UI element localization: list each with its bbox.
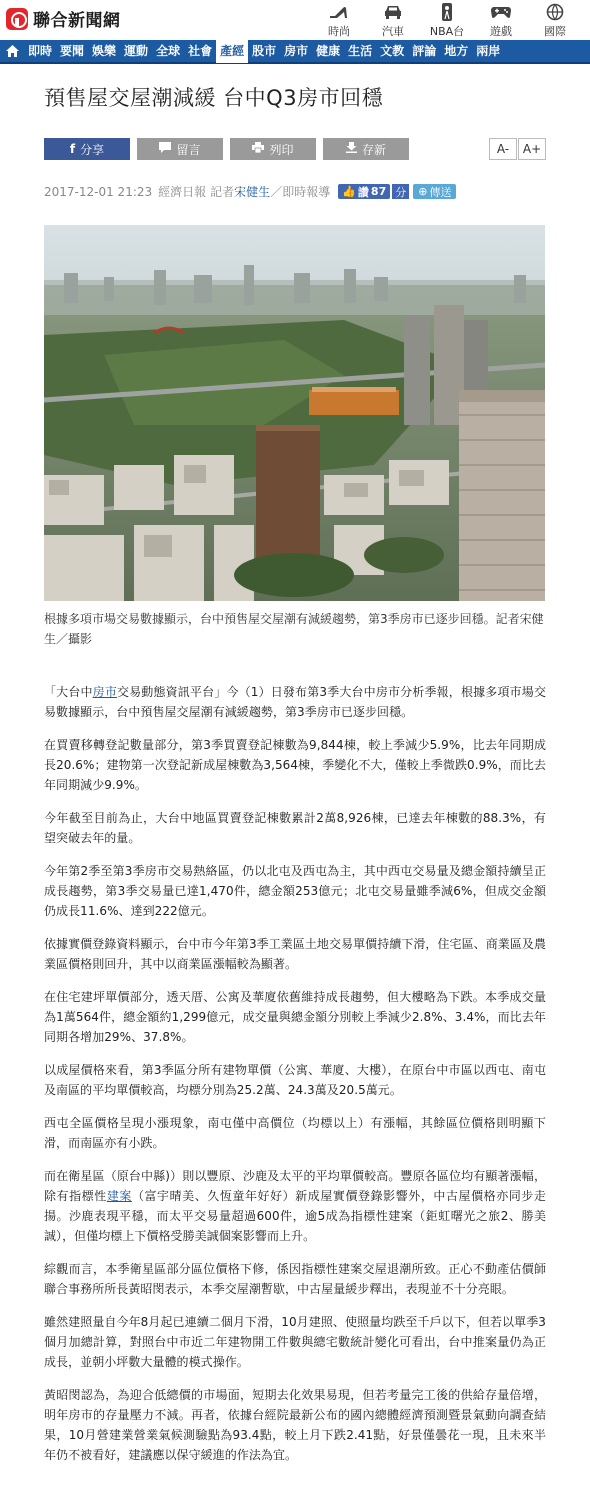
article-title: 預售屋交屋潮減緩 台中Q3房市回穩 <box>44 86 384 110</box>
site-name: 聯合新聞網 <box>33 11 121 31</box>
save-label: 存新 <box>361 142 386 157</box>
comment-icon <box>159 142 171 156</box>
thumbs-up-icon: 👍 <box>342 185 356 198</box>
nav-item-instant[interactable]: 即時 <box>28 44 53 58</box>
photo-caption: 根據多項市場交易數據顯示，台中預售屋交屋潮有減緩趨勢，第3季房市已逐步回穩。記者宋健生／攝影 <box>44 612 544 646</box>
nav-item-opinion[interactable]: 評論 <box>412 44 437 58</box>
nav-item-health[interactable]: 健康 <box>316 44 341 58</box>
reporter-link[interactable]: 宋健生 <box>234 185 271 199</box>
site-logo[interactable] <box>6 6 121 31</box>
comment-button[interactable] <box>137 138 223 160</box>
channel-label: 汽車 <box>382 25 404 38</box>
news-source: 經濟日報 <box>158 185 207 199</box>
channel-label: NBA台 <box>429 25 465 38</box>
article-paragraph: 依據實價登錄資料顯示，台中市今年第3季工業區土地交易單價持續下滑，住宅區、商業區及農業區價格則回升，其中以商業區漲幅較為顯著。 <box>44 937 546 971</box>
nav-item-sports[interactable]: 運動 <box>124 44 149 58</box>
comment-label: 留言 <box>176 142 201 157</box>
like-count: 87 <box>370 185 387 198</box>
article-body <box>44 682 546 1478</box>
keyword-link-real-estate[interactable]: 房市 <box>92 685 117 699</box>
nav-item-stocks[interactable]: 股市 <box>252 44 277 58</box>
article-meta <box>44 183 456 200</box>
article-paragraph: 今年截至目前為止，大台中地區買賣登記棟數累計2萬8,926棟，已達去年棟數的88.3%，有望突破去年的量。 <box>44 811 546 845</box>
nav-item-business[interactable]: 產經 <box>216 39 248 63</box>
meta-separator: ／ <box>270 185 283 199</box>
article-paragraph: 雖然建照量自今年8月起已連續二個月下滑，10月建照、使照量均跌至千戶以下，但若以單季3個月加總計算，對照台中市近二年建物開工件數與總宅數統計變化可看出，台中推案量仍為正成長，並朝小坪數大量體的模式操作。 <box>44 1315 546 1369</box>
nav-item-education[interactable]: 文教 <box>380 44 405 58</box>
channel-world[interactable] <box>528 2 582 39</box>
printer-icon <box>252 142 264 156</box>
nav-item-global[interactable]: 全球 <box>156 44 181 58</box>
channel-nba[interactable] <box>420 2 474 39</box>
article-paragraph: 西屯全區價格呈現小漲現象，南屯僅中高價位（均標以上）有漲幅，其餘區位價格則明顯下滑，而南區亦有小跌。 <box>44 1116 546 1150</box>
home-icon[interactable] <box>0 39 24 63</box>
like-label: 讚 <box>357 185 369 199</box>
channel-games[interactable] <box>474 2 528 39</box>
article-paragraph <box>44 682 546 722</box>
site-header <box>0 0 590 40</box>
plus-label: 傳送 <box>429 185 452 199</box>
paragraph-text: （富宇晴美、久恆童年好好）新成屋實價登錄影響外，中古屋價格亦同步走揚。沙鹿表現平穩，而太平交易量超過600件，逾5成為指標性建案（鉅虹曙光之旅2、勝美誠），但僅均標上下價格受勝美誠個案影響而上升。 <box>44 1189 546 1243</box>
article-paragraph: 黃昭閔認為，為迎合低總價的市場面，短期去化效果易現，但若考量完工後的供給存量倍增，明年房市的存量壓力不減。再者，依據台經院最新公布的國內總體經濟預測暨景氣動向調查結果，10月營建業營業氣候測驗點為93.4點，較上月下跌2.41點，好景僅曇花一現，且未來半年仍不被看好，建議應以保守緩進的作法為宜。 <box>44 1388 546 1462</box>
share-button[interactable] <box>44 138 130 160</box>
facebook-icon: f <box>69 142 76 156</box>
nav-item-real-estate[interactable]: 房市 <box>284 44 309 58</box>
paragraph-text: 交易動態資訊平台」今（1）日發布第3季大台中房市分析季報，根據多項市場交易數據顯示，台中預售屋交屋潮有減緩趨勢，第3季房市已逐步回穩。 <box>44 685 546 719</box>
gamepad-icon <box>490 2 512 22</box>
article-paragraph: 在買賣移轉登記數量部分，第3季買賣登記棟數為9,844棟，較上季減少5.9%，比去年同期成長20.6%；建物第一次登記新成屋棟數為3,564棟，季變化不大，僅較上季微跌0.9%，而比去年同期減少9.9%。 <box>44 738 546 792</box>
font-size-controls <box>488 138 546 160</box>
main-nav <box>0 40 590 64</box>
channel-links <box>312 2 582 39</box>
nav-item-local[interactable]: 地方 <box>444 44 469 58</box>
print-label: 列印 <box>269 142 294 157</box>
article-category: 即時報導 <box>282 185 331 199</box>
paragraph-text: 「大台中 <box>44 685 93 699</box>
print-button[interactable] <box>230 138 316 160</box>
font-smaller-button[interactable]: A- <box>489 138 517 160</box>
article-paragraph <box>44 1166 546 1246</box>
udn-logo-icon <box>6 8 28 30</box>
nba-icon <box>442 2 452 22</box>
article-paragraph: 綜觀而言，本季衛星區部分區位價格下修，係因指標性建案交屋退潮所致。正心不動產估價師聯合事務所所長黃昭閔表示，本季交屋潮暫歇，中古屋量緩步釋出，表現並不十分亮眼。 <box>44 1262 546 1296</box>
reporter-prefix: 記者 <box>210 185 235 199</box>
channel-car[interactable] <box>366 2 420 39</box>
plus-icon: ⊕ <box>418 185 428 198</box>
high-heel-icon <box>329 2 349 22</box>
plus-send-button[interactable] <box>413 184 456 199</box>
channel-label: 國際 <box>544 25 566 38</box>
keyword-link-project[interactable]: 建案 <box>106 1189 132 1203</box>
channel-fashion[interactable] <box>312 2 366 39</box>
nav-item-cross-strait[interactable]: 兩岸 <box>476 44 501 58</box>
channel-label: 時尚 <box>328 25 350 38</box>
paragraph-text: 而在衛星區（原台中縣)）則以豐原、沙鹿及太平的平均單價較高。豐原各區位均有顯著漲幅，除有指標性 <box>44 1169 546 1203</box>
globe-icon <box>546 2 564 22</box>
nav-item-entertainment[interactable]: 娛樂 <box>92 44 117 58</box>
car-icon <box>383 2 403 22</box>
font-larger-button[interactable]: A+ <box>518 138 546 160</box>
download-icon <box>346 142 357 156</box>
save-button[interactable] <box>323 138 409 160</box>
channel-label: 遊戲 <box>490 25 512 38</box>
article-photo <box>44 225 545 601</box>
article-paragraph: 在住宅建坪單價部分，透天厝、公寓及華廈依舊維持成長趨勢，但大樓略為下跌。本季成交量為1萬564件，總金額約1,299億元，成交量與總金額分別較上季減少2.8%、3.4%，而比去年同期各增加29%、37.8%。 <box>44 990 546 1044</box>
nav-item-society[interactable]: 社會 <box>188 44 213 58</box>
publish-datetime: 2017-12-01 21:23 <box>44 184 153 199</box>
nav-item-life[interactable]: 生活 <box>348 44 373 58</box>
article-paragraph: 今年第2季至第3季房市交易熱絡區，仍以北屯及西屯為主，其中西屯交易量及總金額持續呈正成長趨勢，第3季交易量已達1,470件，總金額253億元；北屯交易量雖季減6%，但成交金額仍成長11.6%、達到222億元。 <box>44 864 546 918</box>
like-button[interactable] <box>338 184 390 199</box>
fb-share-button[interactable]: 分 <box>392 184 409 199</box>
share-label: 分享 <box>80 142 105 157</box>
nav-item-headlines[interactable]: 要聞 <box>60 44 85 58</box>
share-toolbar <box>44 138 416 160</box>
article-paragraph: 以成屋價格來看，第3季區分所有建物單價（公寓、華廈、大樓），在原台中市區以西屯、南屯及南區的平均單價較高，均標分別為25.2萬、24.3萬及20.5萬元。 <box>44 1063 546 1097</box>
